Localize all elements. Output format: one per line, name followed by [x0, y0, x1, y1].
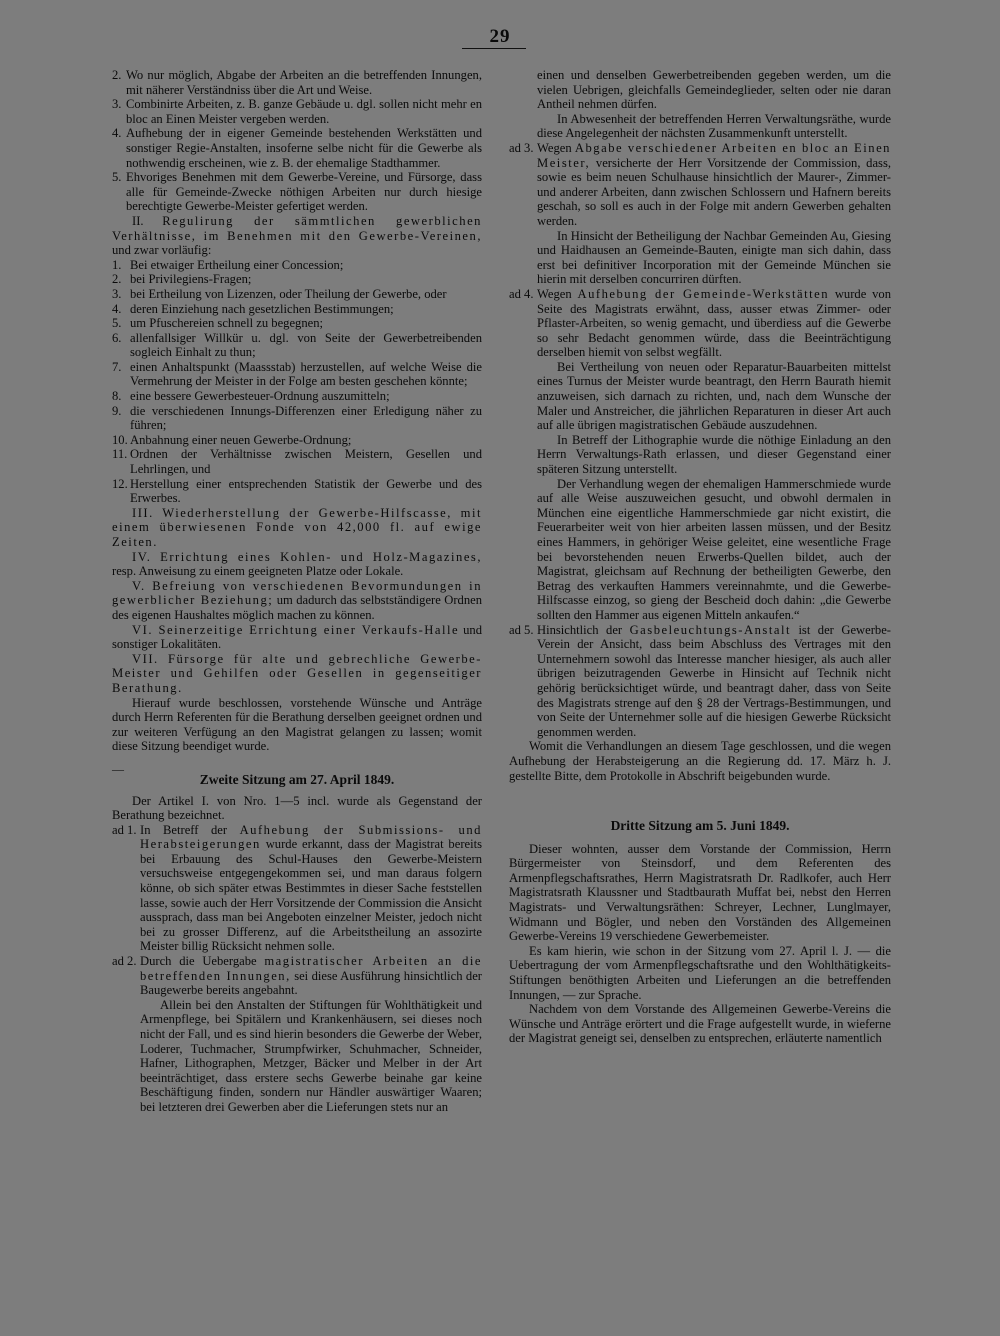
- demand-b-item-number: 11.: [112, 447, 128, 462]
- separator-mark: —: [112, 761, 124, 776]
- demand-a-item-number: 4.: [112, 126, 122, 141]
- section-iv-spaced: IV. Errichtung eines Kohlen- und Holz-Magazines,: [132, 549, 482, 564]
- ad1-rest: wurde erkannt, dass der Magistrat bereits bei Erbauung des Schul-Hauses den Gewerbe-Meistern versuchsweise entgegengekommen sei, und man daraus folgern könne, ob sich später etwas Bestimmtes in dieser Sache feststellen lasse, sowie auch der Herr Vorsitzende der Commission die Ansicht aussprach, dass man bei Angeboten einzelner Meister, jedoch nicht bei zu grosser Differenz, auf die Arbeitstheilung an assozirte Meister billig Rücksicht nehmen solle.: [140, 837, 483, 954]
- demands-list-a: [112, 68, 482, 214]
- ad4-text: [537, 287, 891, 360]
- ad3-text: [537, 141, 891, 229]
- demand-b-item: [112, 433, 482, 448]
- demand-b-item-text: Herstellung einer entsprechenden Statistik der Gewerbe und des Erwerbes.: [130, 476, 482, 506]
- demand-b-item-text: bei Privilegiens-Fragen;: [130, 272, 252, 287]
- demand-b-item-number: 1.: [112, 257, 122, 272]
- closing-paragraph-2: Womit die Verhandlungen an diesem Tage geschlossen, und die wegen Aufhebung der Herabsteigerung an die Regierung dd. 17. März h. J. gestellte Bitte, dem Protokolle in Abschrift beigebunden wurde.: [509, 739, 891, 783]
- demand-b-item-number: 4.: [112, 301, 122, 316]
- adjournment-paragraph: In Abwesenheit der betreffenden Herren Verwaltungsräthe, wurde diese Angelegenheit der nächsten Zusammenkunft unterstellt.: [537, 111, 891, 141]
- page-number-rule: [462, 48, 526, 49]
- demand-a-item-number: 2.: [112, 68, 122, 82]
- demand-a-item: [112, 68, 482, 97]
- ad4-paragraph-4: Der Verhandlung wegen der ehemaligen Hammerschmiede wurde auf alle Weise auszuweichen gesucht, und obwohl dermalen in München eine eigentliche Hammerschmiede gar nicht existirt, die Feuerarbeiter weit von hier arbeiten lassen müssen, und der Besitz eines Hammers, in gehöriger Weise geleitet, eine wesentliche Frage bei bevorstehenden neuen Erwerbs-Quellen bildet, auch der Magistrat, gleichsam auf Rechnung der betheiligten Gewerbe, den Betrag des verkauften Hammers vereinnahmte, und die Gewerbe-Hilfscasse einzog, so gieng der Bescheid doch dahin: „die Gewerbe sollten den Hammer aus eigenen Mitteln ankaufen.“: [537, 476, 891, 622]
- left-column: [112, 68, 482, 1115]
- demand-b-item: [112, 272, 482, 287]
- demand-b-item-number: 8.: [112, 389, 122, 404]
- demand-b-item-number: 9.: [112, 403, 122, 418]
- section-v-rest: um dadurch das selbstständigere Ordnen des eigenen Haushaltes möglich machen zu können.: [112, 593, 482, 622]
- section-iv: [112, 550, 482, 579]
- demand-b-item-text: eine bessere Gewerbesteuer-Ordnung auszumitteln;: [130, 389, 390, 404]
- ad3-pre: Wegen: [537, 140, 572, 155]
- ad5-entry: [509, 623, 891, 740]
- demand-a-item: [112, 126, 482, 170]
- right-column: [509, 68, 891, 1046]
- demand-b-item-number: 3.: [112, 286, 122, 301]
- demand-a-item-text: Wo nur möglich, Abgabe der Arbeiten an die betreffenden Innungen, mit näherer Verständniss über die Art und Weise.: [126, 68, 482, 97]
- demand-b-item: [112, 389, 482, 404]
- demands-list-b: [112, 258, 482, 506]
- demand-b-item: [112, 360, 482, 389]
- demand-b-item: [112, 477, 482, 506]
- demand-b-item: [112, 316, 482, 331]
- section-iv-rest: resp. Anweisung zu einem geeigneten Platze oder Lokale.: [112, 564, 404, 579]
- ad2-label: ad 2.: [112, 954, 137, 969]
- ad4-label: ad 4.: [509, 286, 534, 301]
- ad5-rest: ist der Gewerbe-Verein der Ansicht, dass beim Abschluss des Vertrages mit den Unternehmern sowohl das Interesse mancher hiesiger, als auch aller übrigen beizutragenden Gewerbe in Hinsicht auf Technik nicht gehörig berücksichtiget würde, und beantragt daher, dass von Seite des Magistrats strenge auf den § 28 der Vertrags-Bestimmungen, und von Seite der Unternehmer solle auf die hiesigen Gewerbe Rücksicht genommen werden.: [537, 622, 891, 739]
- ad4-pre: Wegen: [537, 286, 572, 301]
- ad3-entry: [509, 141, 891, 229]
- section-iii: III. Wiederherstellung der Gewerbe-Hilfscasse, mit einem überwiesenen Fonde von 42,000 fl. auf ewige Zeiten.: [112, 505, 482, 549]
- ad2-pre: Durch die Uebergabe: [140, 954, 257, 969]
- section-vii: VII. Fürsorge für alte und gebrechliche Gewerbe-Meister und Gehilfen oder Gesellen in gegenseitiger Berathung.: [112, 651, 482, 695]
- section-ii-rest: und zwar vorläufig:: [112, 243, 212, 258]
- demand-b-item-number: 5.: [112, 316, 122, 331]
- ad2-text: [140, 954, 482, 998]
- demand-b-item: [112, 287, 482, 302]
- ad5-spaced: Gasbeleuchtungs-Anstalt: [629, 622, 791, 637]
- ad5-label: ad 5.: [509, 622, 534, 637]
- ad4-spaced: Aufhebung der Gemeinde-Werkstätten: [577, 286, 830, 301]
- attendance-paragraph: Dieser wohnten, ausser dem Vorstande der Commission, Herrn Bürgermeister von Steinsdorf, und dem Referenten des Armenpflegschaftsrathes, Herrn Magistratsrath Dr. Radlkofer, auch Herr Magistratsrath Klaussner und Stadtbaurath Muffat bei, nebst den Herren Magistrats- und Verwaltungsräthen: Schreyer, Lechner, Lunglmayer, Widmann und Bögler, und neben den Vorständen des Allgemeinen Gewerbe-Vereins 19 verschiedene Gewerbemeister.: [509, 841, 891, 944]
- intro-zweite-sitzung: Der Artikel I. von Nro. 1—5 incl. wurde als Gegenstand der Berathung bezeichnet.: [112, 793, 482, 823]
- demand-a-item: [112, 170, 482, 214]
- demand-a-item-text: Aufhebung der in eigener Gemeinde bestehenden Werkstätten und sonstiger Regie-Anstalten, insoferne selbe nicht für die Gewerbe als nothwendig erscheinen, wie z. B. der ehemalige Stadthammer.: [126, 126, 482, 170]
- ad4-entry: [509, 287, 891, 360]
- continuation-paragraph: einen und denselben Gewerbetreibenden gegeben werden, um die vielen Uebrigen, gleichfalls Gemeindeglieder, selten oder nie daran Antheil nehmen dürfen.: [537, 68, 891, 112]
- ad1-text: [140, 823, 482, 954]
- demand-b-item-text: Bei etwaiger Ertheilung einer Concession;: [130, 257, 344, 272]
- demand-b-item-text: Anbahnung einer neuen Gewerbe-Ordnung;: [130, 432, 352, 447]
- discussion-paragraph: Nachdem von dem Vorstande des Allgemeinen Gewerbe-Vereins die Wünsche und Anträge erörtert und die Frage aufgestellt wurde, in wieferne der Magistrat geneigt sei, denselben zu entsprechen, erläuterte namentlich: [509, 1002, 891, 1046]
- demand-b-item-number: 12.: [112, 476, 128, 491]
- ad2-paragraph-2: Allein bei den Anstalten der Stiftungen für Wohlthätigkeit und Armenpflege, bei Spitälern und Krankenhäusern, sei dieses noch nicht der Fall, und es sind hierin besonders die Gewerbe der Weber, Loderer, Tuchmacher, Strumpfwirker, Schuhmacher, Schneider, Hafner, Lithographen, Metzger, Bäcker und Melber in der Art beeinträchtiget, dass erstere sechs Gewerbe beinahe gar keine Beschäftigung finden, sondern nur Händler auswärtiger Waaren; bei letzteren drei Gewerben aber die Lieferungen stets nur an: [140, 997, 482, 1114]
- ad2-rest: sei diese Ausführung hinsichtlich der Baugewerbe bereits angebahnt.: [140, 968, 482, 998]
- ad2-entry: [112, 954, 482, 998]
- section-vi: [112, 623, 482, 652]
- ad1-pre: In Betreff der: [140, 822, 228, 837]
- closing-paragraph-1: Hierauf wurde beschlossen, vorstehende Wünsche und Anträge durch Herrn Referenten für die Berathung derselben geeignet ordnen und zur weiteren Verfügung an den Magistrat gelangen zu lassen; womit diese Sitzung beendiget wurde.: [112, 695, 482, 754]
- ad3-paragraph-2: In Hinsicht der Betheiligung der Nachbar Gemeinden Au, Giesing und Haidhausen an Gemeinde-Bauten, einigte man sich dahin, dass erst bei definitiver Incorporation mit der Gemeinde München sie hierin mit derselben concurriren dürften.: [537, 228, 891, 287]
- demand-a-item-text: Ehvoriges Benehmen mit dem Gewerbe-Vereine, und Fürsorge, dass alle für Gemeinde-Zwecke nöthigen Arbeiten nur durch hiesige berechtigte Gewerbe-Meister gefertiget werden.: [126, 170, 482, 214]
- demand-b-item: [112, 302, 482, 317]
- demand-b-item-text: Ordnen der Verhältnisse zwischen Meistern, Gesellen und Lehrlingen, und: [130, 447, 482, 477]
- ad4-paragraph-2: Bei Vertheilung von neuen oder Reparatur-Bauarbeiten mittelst eines Turnus der Meister wurde beantragt, den Herrn Baurath hiemit anzuweisen, sich darnach zu richten, und, nach dem Wunsche der Maler und Anstreicher, die jährlichen Reparaturen in dieser Art auch auf alle übrigen magistratischen Gebäude auszudehnen.: [537, 359, 891, 433]
- ad4-paragraph-3: In Betreff der Lithographie wurde die nöthige Einladung an den Herrn Verwaltungs-Rath erlassen, und dieser Gegenstand einer späteren Sitzung unterstellt.: [537, 432, 891, 477]
- ad1-spaced: Aufhebung der Submissions- und Herabsteigerungen: [140, 822, 482, 852]
- ad4-rest: wurde von Seite des Magistrats erwähnt, dass, ausser etwas Zimmer- oder Pflaster-Arbeiten, so wenig gemacht, und überdiess auf die Gewerbe so sehr Bedacht genommen würde, dass die Beeinträchtigung derselben hiemit von selbst wegfällt.: [537, 286, 891, 360]
- demand-b-item-number: 6.: [112, 330, 122, 345]
- demand-b-item-text: die verschiedenen Innungs-Differenzen einer Erledigung näher zu führen;: [130, 403, 482, 433]
- heading-zweite-sitzung: Zweite Sitzung am 27. April 1849.: [199, 771, 395, 787]
- section-v: [112, 579, 482, 623]
- section-ii: [112, 214, 482, 258]
- demand-b-item-text: einen Anhaltspunkt (Maassstab) herzustellen, auf welche Weise die Vermehrung der Meister in der Folge am besten geschehen könnte;: [130, 359, 482, 389]
- demand-b-item: [112, 447, 482, 476]
- demand-b-item-text: bei Ertheilung von Lizenzen, oder Theilung der Gewerbe, oder: [130, 286, 447, 301]
- demand-a-item-number: 5.: [112, 170, 122, 185]
- demand-a-item-text: Combinirte Arbeiten, z. B. ganze Gebäude u. dgl. sollen nicht mehr en bloc an Einen Meister vergeben werden.: [126, 97, 482, 126]
- demand-b-item-text: allenfallsiger Willkür u. dgl. von Seite der Gewerbetreibenden sogleich Einhalt zu thun;: [130, 330, 482, 360]
- ad3-rest: versicherte der Herr Vorsitzende der Commission, dass, sowie es beim neuen Schulhause hinsichtlich der Maurer-, Zimmer- und anderer Arbeiten, dann zwischen Schlossern und Hafnern bereits geschah, so soll es auch in der Folge mit andern Gewerben gehalten werden.: [537, 155, 891, 228]
- section-v-spaced: V. Befreiung von verschiedenen Bevormundungen in gewerblicher Beziehung;: [112, 578, 482, 608]
- demand-b-item-number: 2.: [112, 272, 122, 287]
- ad1-entry: [112, 823, 482, 954]
- page-number: 29: [489, 26, 511, 47]
- ad3-label: ad 3.: [509, 140, 534, 155]
- demand-b-item: [112, 258, 482, 273]
- demand-b-item-number: 10.: [112, 432, 128, 447]
- demand-a-item: [112, 97, 482, 126]
- section-vi-spaced: VI. Seinerzeitige Errichtung einer Verkaufs-Halle: [132, 622, 460, 637]
- ad3-spaced: Abgabe verschiedener Arbeiten en bloc an Einen Meister,: [537, 140, 891, 170]
- section-vi-rest: und sonstiger Lokalitäten.: [112, 622, 482, 652]
- demand-b-item-number: 7.: [112, 359, 122, 374]
- demand-b-item: [112, 404, 482, 433]
- ad5-text: [537, 623, 891, 740]
- heading-dritte-sitzung: Dritte Sitzung am 5. Juni 1849.: [610, 818, 790, 834]
- demand-b-item: [112, 331, 482, 360]
- section-ii-numeral: II.: [132, 213, 144, 228]
- section-ii-spaced: Regulirung der sämmtlichen gewerblichen Verhältnisse, im Benehmen mit den Gewerbe-Vereinen,: [112, 213, 482, 243]
- demand-a-item-number: 3.: [112, 97, 122, 112]
- demand-b-item-text: deren Einziehung nach gesetzlichen Bestimmungen;: [130, 301, 394, 316]
- topic-paragraph: Es kam hierin, wie schon in der Sitzung vom 27. April l. J. — die Uebertragung der vom Armenpflegschaftsrathe und den Wohlthätigkeits-Stiftungen benöthigten Arbeiten und Lieferungen an die betreffenden Innungen, — zur Sprache.: [509, 943, 891, 1002]
- ad5-pre: Hinsichtlich der: [537, 622, 623, 637]
- ad2-spaced: magistratischer Arbeiten an die betreffenden Innungen,: [140, 954, 483, 983]
- demand-b-item-text: um Pfuschereien schnell zu begegnen;: [130, 316, 324, 331]
- ad1-label: ad 1.: [112, 822, 137, 837]
